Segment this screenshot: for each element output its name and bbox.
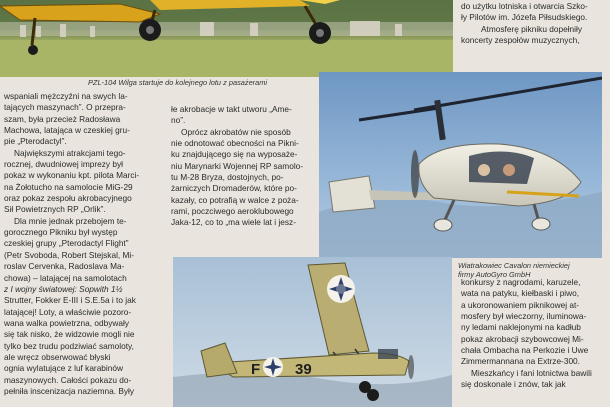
text-line: pokaz w wykonaniu kpt. pilota Marci- xyxy=(4,170,140,181)
text-line: a ukoronowaniem piknikowej at- xyxy=(461,299,580,310)
text-column-2 xyxy=(171,104,311,229)
text-line: Jaka-12, co to „ma wiele lat i jesz- xyxy=(171,217,296,228)
text-line: ale wręcz obserwować błyski xyxy=(4,351,111,362)
text-line: wata na patyku, kiełbaski i piwo, xyxy=(461,288,580,299)
text-line: niu Marynarki Wojennej RP samolo- xyxy=(171,160,304,171)
text-line: czeskiej grupy „Pterodactyl Flight” xyxy=(4,238,129,249)
wilga-caption-text: PZL-104 Wilga startuje do kolejnego lotu z pasażerami xyxy=(88,78,268,87)
text-line: Dla mnie jednak przebojem te- xyxy=(14,215,127,226)
text-line: ku znajdującego się na wyposaże- xyxy=(171,149,298,160)
cavalon-caption-text: Wiatrakowiec Cavalon niemieckiej firmy AutoGyro GmbH xyxy=(458,261,570,279)
text-line: Strutter, Fokker E-III i S.E.5a i to jak xyxy=(4,295,136,306)
text-line: tu M-28 Bryza, dostojnych, po- xyxy=(171,172,284,183)
text-line: gorocznego Pikniku był występ xyxy=(4,227,118,238)
text-line: Oprócz akrobatów nie sposób xyxy=(181,126,291,137)
text-column-3 xyxy=(461,277,603,390)
text-line: tających maszynach”. O przepra- xyxy=(4,102,126,113)
text-line: wana walka powietrzna, odbywały xyxy=(4,317,129,328)
text-line: rami, poczciwego aeroklubowego xyxy=(171,206,294,217)
text-line: konkursy z nagrodami, karuzele, xyxy=(461,277,581,287)
text-line: nie odnotować obecności na Pikni- xyxy=(171,138,299,149)
text-line: ły Pilotów im. Józefa Piłsudskiego. xyxy=(461,12,588,23)
text-line: szam, była przecież Radosława xyxy=(4,113,121,124)
text-line: pie „Pterodactyl”. xyxy=(4,136,67,147)
cavalon-photo xyxy=(319,72,602,258)
text-line: roslav Cervenka, Radoslava Ma- xyxy=(4,261,125,272)
text-line: no”. xyxy=(171,115,186,126)
text-line: ny ledami naklejonymi na kadłub xyxy=(461,322,581,333)
text-line: pokaz akrobacji szybowcowej Mi- xyxy=(461,333,584,344)
text-line: tylko bez trudu podziwiać samoloty, xyxy=(4,340,134,351)
cavalon-photo-drawing xyxy=(319,72,602,258)
text-column-1 xyxy=(4,91,160,397)
text-column-top-right xyxy=(461,1,603,46)
text-line: się tak nisko, że widzowie mogli nie xyxy=(4,329,135,340)
text-line: Największymi atrakcjami tego- xyxy=(14,147,126,158)
text-line: z I wojny światowej: Sopwith 1½ xyxy=(4,283,123,294)
text-line: chała Ombacha na Perkozie i Uwe xyxy=(461,345,589,356)
text-line: latającej! Loty, a właściwie pozoro- xyxy=(4,306,132,317)
text-line: Atmosferę pikniku dopełniły xyxy=(481,23,582,34)
text-line: (Petr Svoboda, Robert Stejskal, Mi- xyxy=(4,249,135,260)
text-line: żarniczych Dromaderów, które po- xyxy=(171,183,297,194)
text-line: się doskonale i znów, tak jak xyxy=(461,379,566,390)
text-line: mosfery był wieczorny, iluminowa- xyxy=(461,311,587,322)
text-line: pełniła inscenizacja naziemna. Były xyxy=(4,385,135,396)
text-line: rocznej, dwudniowej imprezy był xyxy=(4,159,123,170)
text-line: oraz pokaz zespołu akrobacyjnego xyxy=(4,193,132,204)
text-line: Mieszkańcy i fani lotnictwa bawili xyxy=(471,367,592,378)
cub-code-letter: F xyxy=(251,361,261,378)
text-line: Sił Powietrznych RP „Orlik”. xyxy=(4,204,106,215)
text-line: wspaniali mężczyźni na swych la- xyxy=(4,91,128,101)
text-line: chowa) – latającej na samolotach xyxy=(4,272,127,283)
cub-photo xyxy=(173,257,452,407)
wilga-photo xyxy=(0,0,453,77)
text-line: maszynowych. Całości pokazu do- xyxy=(4,374,132,385)
cub-number: 39 xyxy=(295,361,312,378)
text-line: ognia wylatujące z luf karabinów xyxy=(4,363,123,374)
text-line: na Żołotucho na samolocie MiG-29 xyxy=(4,181,133,192)
text-line: Zimmermannana na Extrze-300. xyxy=(461,356,580,367)
text-line: do użytku lotniska i otwarcia Szko- xyxy=(461,1,588,11)
cub-photo-drawing xyxy=(173,257,452,407)
text-line: łe akrobacje w takt utworu „Ame- xyxy=(171,104,292,114)
text-line: kazały, co potrafią w walce z poża- xyxy=(171,194,299,205)
text-line: koncerty zespołów muzycznych, xyxy=(461,35,580,46)
text-line: Machowa, latająca w czeskiej gru- xyxy=(4,125,130,136)
wilga-photo-drawing xyxy=(0,0,453,77)
